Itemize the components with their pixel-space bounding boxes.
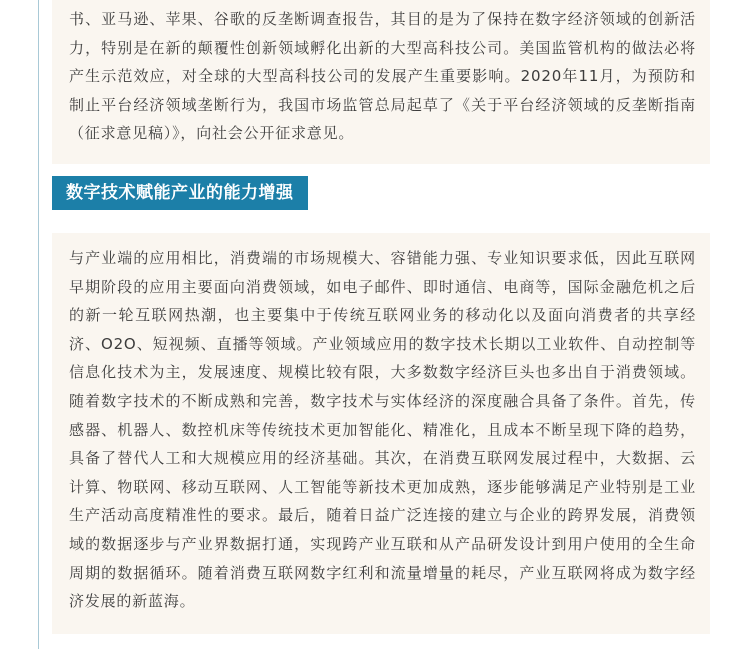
section-heading: 数字技术赋能产业的能力增强 <box>52 176 308 210</box>
left-vertical-rule <box>38 0 39 649</box>
paragraph-top: 书、亚马逊、苹果、谷歌的反垄断调查报告，其目的是为了保持在数字经济领域的创新活力，特别是在新的颠覆性创新领域孵化出新的大型高科技公司。美国监管机构的做法必将产生示范效应，对全球的大型高科技公司的发展产生重要影响。2020年11月，为预防和制止平台经济领域垄断行为，我国市场监管总局起草了《关于平台经济领域的反垄断指南（征求意见稿）》，向社会公开征求意见。 <box>69 10 696 143</box>
paragraph-bottom: 与产业端的应用相比，消费端的市场规模大、容错能力强、专业知识要求低，因此互联网早期阶段的应用主要面向消费领域，如电子邮件、即时通信、电商等，国际金融危机之后的新一轮互联网热潮，也主要集中于传统互联网业务的移动化以及面向消费者的共享经济、O2O、短视频、直播等领域。产业领域应用的数字技术长期以工业软件、自动控制等信息化技术为主，发展速度、规模比较有限，大多数数字经济巨头也多出自于消费领域。随着数字技术的不断成熟和完善，数字技术与实体经济的深度融合具备了条件。首先，传感器、机器人、数控机床等传统技术更加智能化、精准化，且成本不断呈现下降的趋势，具备了替代人工和大规模应用的经济基础。其次，在消费互联网发展过程中，大数据、云计算、物联网、移动互联网、人工智能等新技术更加成熟，逐步能够满足产业特别是工业生产活动高度精准性的要求。最后，随着日益广泛连接的建立与企业的跨界发展，消费领域的数据逐步与产业界数据打通，实现跨产业互联和从产品研发设计到用户使用的全生命周期的数据循环。随着消费互联网数字红利和流量增量的耗尽，产业互联网将成为数字经济发展的新蓝海。 <box>69 249 696 611</box>
text-panel-top <box>52 0 710 164</box>
text-panel-bottom <box>52 233 710 634</box>
